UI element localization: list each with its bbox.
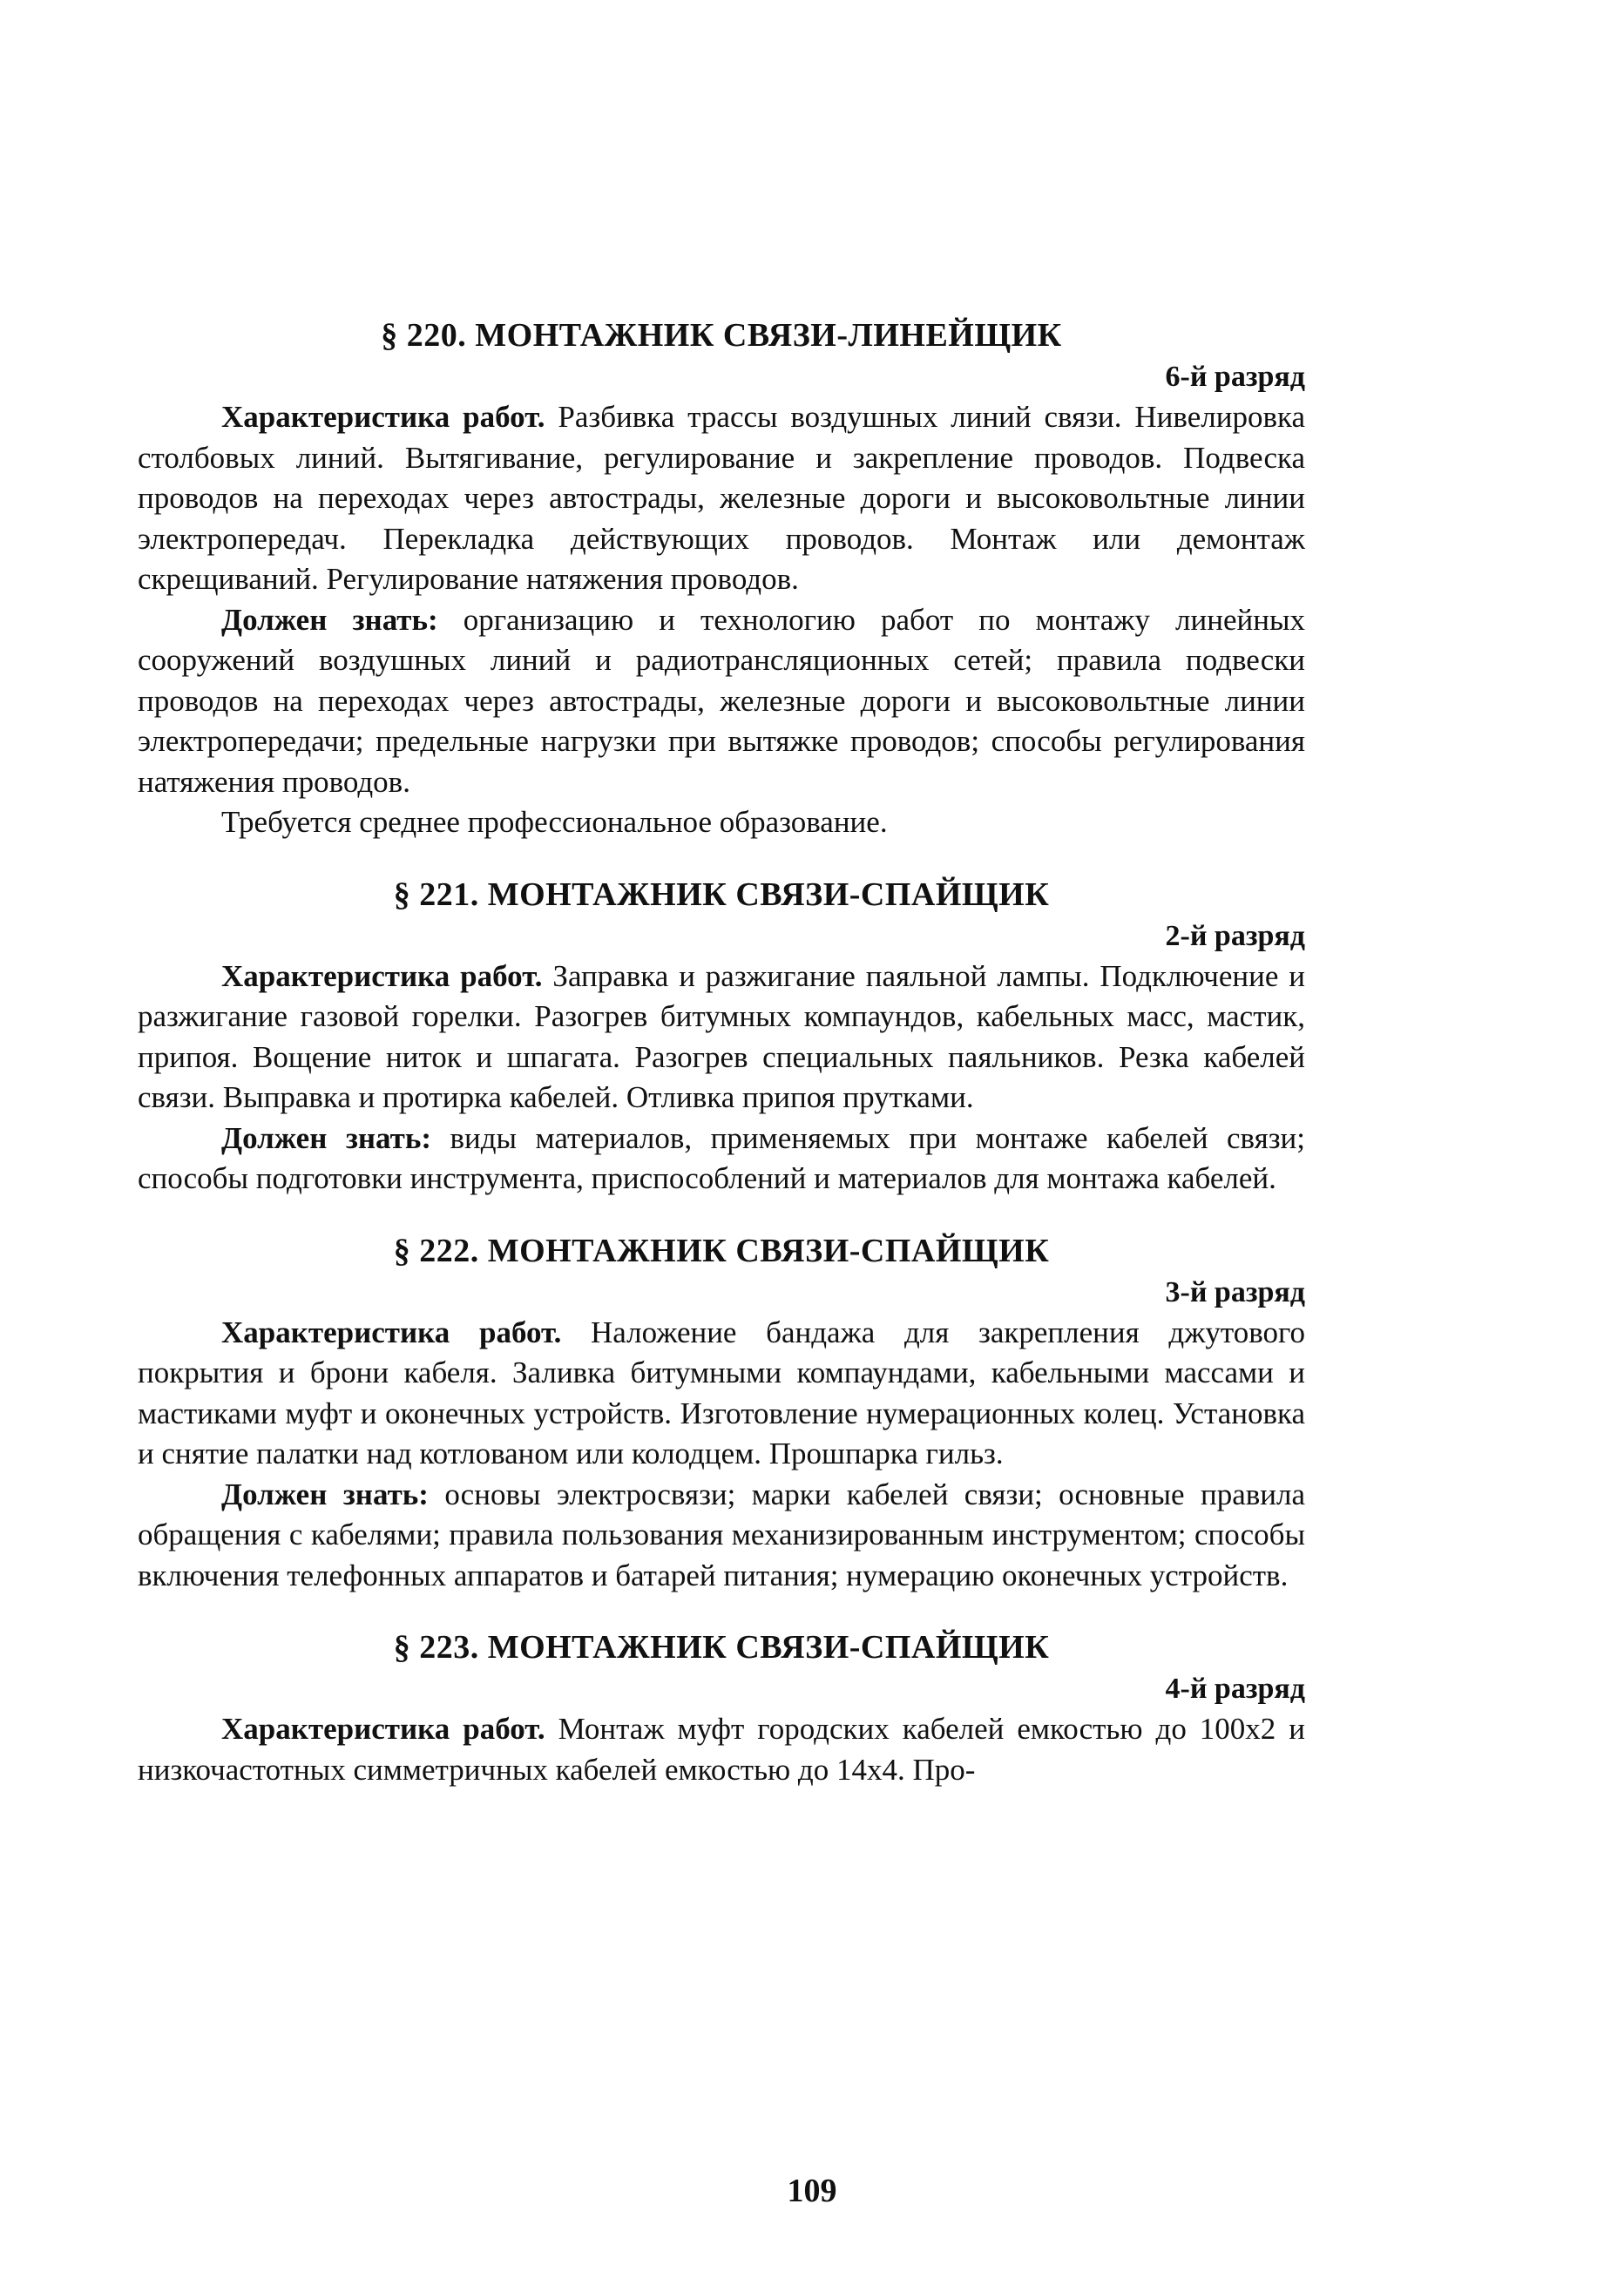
section-heading: § 221. МОНТАЖНИК СВЯЗИ-СПАЙЩИК xyxy=(393,875,1050,913)
paragraph-lead: Характеристика работ. xyxy=(221,400,545,434)
paragraph-lead: Должен знать: xyxy=(221,1477,429,1511)
grade-label: 6-й разряд xyxy=(1165,361,1305,393)
section-heading: § 220. МОНТАЖНИК СВЯЗИ-ЛИНЕЙЩИК xyxy=(381,317,1062,354)
paragraph-text: виды материалов, применяемых при монтаже кабелей связи; способы подготовки инструмента, приспособлений и материалов для монтажа кабелей. xyxy=(138,1120,1305,1195)
paragraph-text: Монтаж муфт городских кабелей емкостью до 100х2 и низкочастотных симметричных кабелей емкостью до 14х4. Про- xyxy=(138,1712,1305,1787)
work-description-paragraph xyxy=(138,1313,1305,1475)
paragraph-lead: Должен знать: xyxy=(221,602,438,637)
section-220 xyxy=(138,314,1305,843)
grade-label: 4-й разряд xyxy=(1165,1673,1305,1705)
knowledge-paragraph xyxy=(138,600,1305,803)
paragraph-lead: Характеристика работ. xyxy=(221,958,543,993)
knowledge-paragraph xyxy=(138,1119,1305,1200)
section-heading: § 222. МОНТАЖНИК СВЯЗИ-СПАЙЩИК xyxy=(393,1232,1050,1269)
paragraph-lead: Характеристика работ. xyxy=(221,1712,545,1746)
document-page xyxy=(138,314,1305,1820)
paragraph-text: Заправка и разжигание паяльной лампы. Подключение и разжигание газовой горелки. Разогрев битумных компаундов, кабельных масс, мастик, припоя. Вощение ниток и шпагата. Разогрев специальных паяльников. Резка кабелей связи. Выправка и протирка кабелей. Отливка припоя прутками. xyxy=(138,958,1305,1114)
paragraph-lead: Должен знать: xyxy=(221,1120,431,1155)
page-number: 109 xyxy=(787,2173,837,2209)
section-heading: § 223. МОНТАЖНИК СВЯЗИ-СПАЙЩИК xyxy=(393,1629,1050,1666)
section-221 xyxy=(138,873,1305,1200)
paragraph-text: основы электросвязи; марки кабелей связи; основные правила обращения с кабелями; правила пользования механизированным инструментом; способы включения телефонных аппаратов и батарей питания; нумерацию оконечных устройств. xyxy=(138,1477,1305,1592)
education-paragraph xyxy=(138,802,1305,843)
grade-label: 2-й разряд xyxy=(1165,919,1305,952)
paragraph-lead: Характеристика работ. xyxy=(221,1315,562,1349)
section-223 xyxy=(138,1626,1305,1790)
paragraph-text: организацию и технологию работ по монтажу линейных сооружений воздушных линий и радиотрансляционных сетей; правила подвески проводов на переходах через автострады, железные дороги и высоковольтные линии электропередачи; предельные нагрузки при вытяжке проводов; способы регулирования натяжения проводов. xyxy=(138,602,1305,799)
work-description-paragraph xyxy=(138,397,1305,600)
knowledge-paragraph xyxy=(138,1475,1305,1597)
work-description-paragraph xyxy=(138,957,1305,1119)
section-222 xyxy=(138,1229,1305,1597)
paragraph-text: Наложение бандажа для закрепления джутового покрытия и брони кабеля. Заливка битумными компаундами, кабельными массами и мастиками муфт и оконечных устройств. Изготовление нумерационных колец. Установка и снятие палатки над котлованом или колодцем. Прошпарка гильз. xyxy=(138,1315,1305,1470)
grade-label: 3-й разряд xyxy=(1165,1275,1305,1308)
paragraph-text: Разбивка трассы воздушных линий связи. Нивелировка столбовых линий. Вытягивание, регулирование и закрепление проводов. Подвеска проводов на переходах через автострады, железные дороги и высоковольтные линии электропередач. Перекладка действующих проводов. Монтаж или демонтаж скрещиваний. Регулирование натяжения проводов. xyxy=(138,400,1305,596)
paragraph-text: Требуется среднее профессиональное образование. xyxy=(221,805,888,839)
work-description-paragraph xyxy=(138,1709,1305,1790)
